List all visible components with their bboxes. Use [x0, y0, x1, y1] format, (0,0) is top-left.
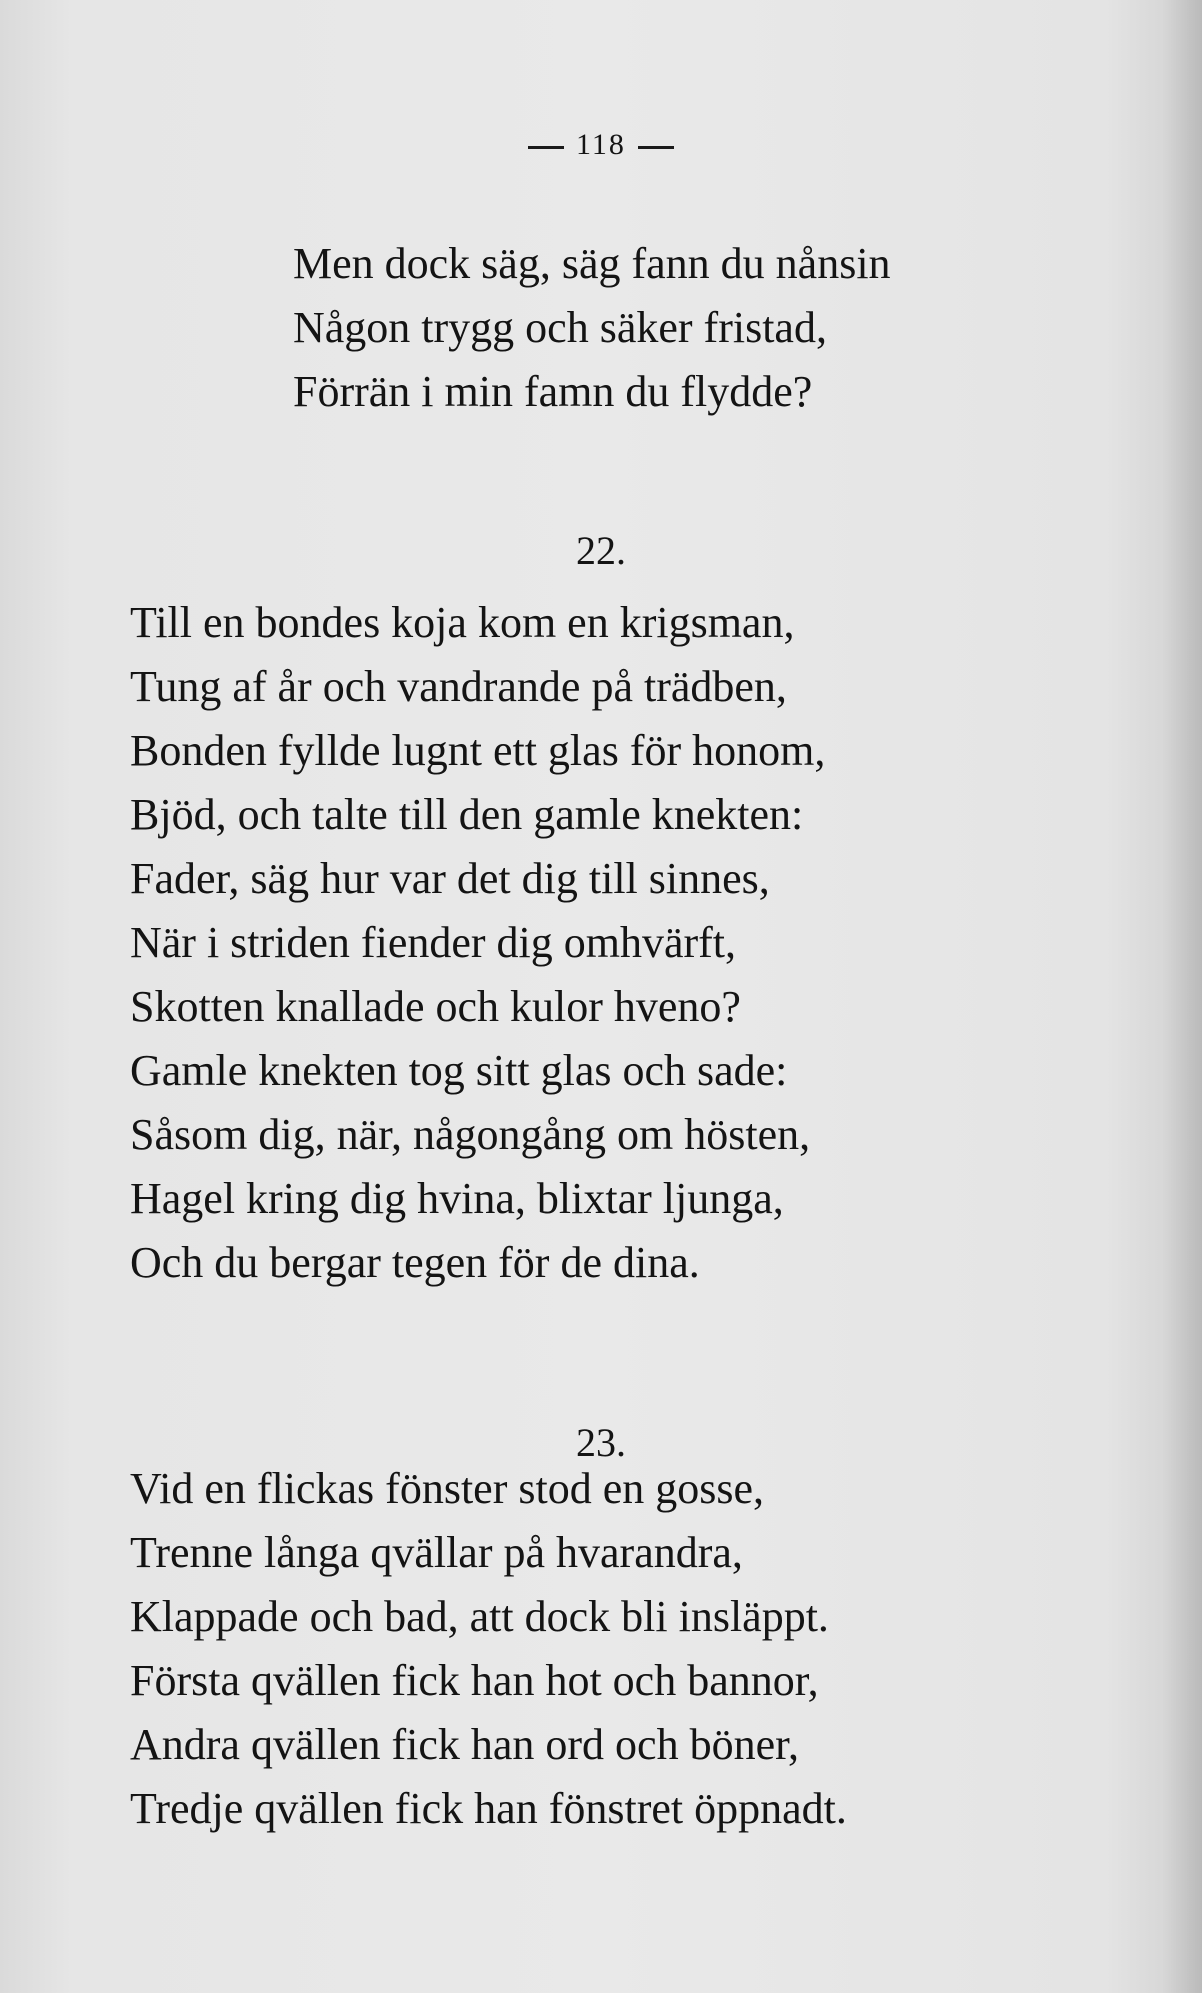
- poem-number-22: 22.: [576, 528, 626, 573]
- spine-shadow: [1162, 0, 1202, 1993]
- verse-line: Klappade och bad, att dock bli insläppt.: [130, 1592, 829, 1641]
- stanza-23: [130, 1457, 847, 1841]
- verse-line: När i striden fiender dig omhvärft,: [130, 918, 737, 967]
- verse-line: Skotten knallade och kulor hveno?: [130, 982, 741, 1031]
- verse-line: Bjöd, och talte till den gamle knekten:: [130, 790, 804, 839]
- page-number-left-dash: [528, 146, 564, 149]
- stanza-continued: [293, 232, 891, 424]
- verse-line: Men dock säg, säg fann du nånsin: [293, 239, 891, 288]
- stanza-22: [130, 591, 825, 1295]
- page-number-text: 118: [576, 128, 626, 161]
- verse-line: Fader, säg hur var det dig till sinnes,: [130, 854, 770, 903]
- page-number-right-dash: [638, 146, 674, 149]
- verse-line: Hagel kring dig hvina, blixtar ljunga,: [130, 1174, 784, 1223]
- verse-line: Vid en flickas fönster stod en gosse,: [130, 1464, 765, 1513]
- poem-number-23: 23.: [576, 1420, 626, 1465]
- verse-line: Till en bondes koja kom en krigsman,: [130, 598, 795, 647]
- page-number: [0, 128, 1202, 162]
- verse-line: Någon trygg och säker fristad,: [293, 303, 827, 352]
- verse-line: Första qvällen fick han hot och bannor,: [130, 1656, 819, 1705]
- verse-line: Tredje qvällen fick han fönstret öppnadt.: [130, 1784, 847, 1833]
- verse-line: Andra qvällen fick han ord och böner,: [130, 1720, 800, 1769]
- verse-line: Trenne långa qvällar på hvarandra,: [130, 1528, 743, 1577]
- verse-line: Bonden fyllde lugnt ett glas för honom,: [130, 726, 826, 775]
- verse-line: Tung af år och vandrande på trädben,: [130, 662, 787, 711]
- verse-line: Förrän i min famn du flydde?: [293, 367, 813, 416]
- verse-line: Och du bergar tegen för de dina.: [130, 1238, 700, 1287]
- verse-line: Gamle knekten tog sitt glas och sade:: [130, 1046, 788, 1095]
- verse-line: Såsom dig, när, någongång om hösten,: [130, 1110, 811, 1159]
